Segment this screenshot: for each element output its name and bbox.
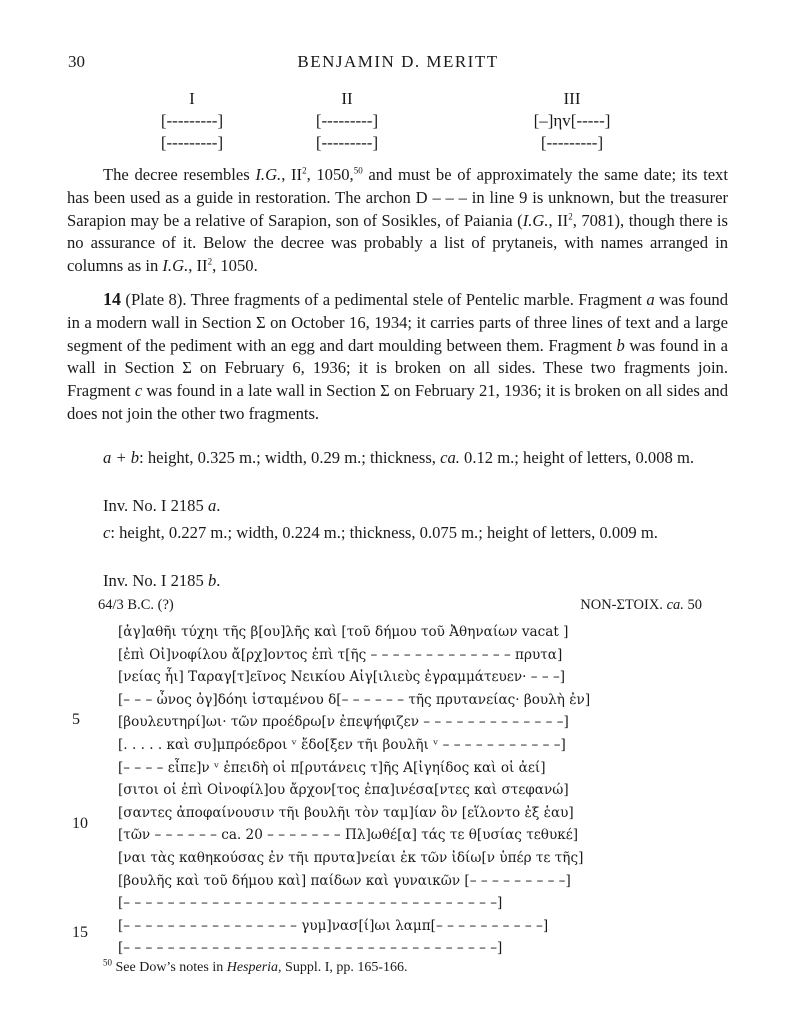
text: NON-ΣTOIX. xyxy=(580,597,667,613)
inscription-line: [τῶν – – – – – – ca. 20 – – – – – – – Πλ]ωθέ[α] τάς τε θ[υσίας τεθυκέ] xyxy=(118,827,579,844)
text: . xyxy=(216,496,221,515)
inventory-ab xyxy=(103,495,220,518)
inscription-line: [ναι τὰς καθηκούσας ἐν τῆι πρυτα]νείαι ἐκ τῶν ἰδίω[ν ὑπέρ τε τῆς] xyxy=(118,849,584,866)
fragment-label: b xyxy=(616,335,625,355)
inscription-line: [– – – – – – – – – – – – – – – – – – – – – – – – – – – – – – – – – –] xyxy=(118,895,503,912)
footnote-ref: 50 xyxy=(353,165,363,176)
fragment-label: c xyxy=(103,523,111,542)
inscription-line: [σαντες ἀποφαίνουσιν τῆι βουλῆι τὸν ταμ]ίαν ὃν [εἵλοντο ἐξ ἑαυ] xyxy=(118,804,574,821)
text: 50 xyxy=(683,597,702,613)
page-header xyxy=(68,52,728,76)
running-head: BENJAMIN D. MERITT xyxy=(297,52,499,71)
stoichedon-note xyxy=(580,597,702,614)
inscription-line: [– – – – – – – – – – – – – – – – – – – – – – – – – – – – – – – – – –] xyxy=(118,940,503,957)
text: (Plate 8). Three fragments of a pedimental stele of Pentelic marble. Fragment xyxy=(121,290,647,309)
fragment-label: a xyxy=(207,496,217,515)
commentary-paragraph xyxy=(67,164,728,278)
inscription-line: [βουλῆς καὶ τοῦ δήμου καὶ] παίδων καὶ γυναικῶν [– – – – – – – – –] xyxy=(118,872,571,889)
fragment-label: b xyxy=(207,571,217,590)
citation: I.G. xyxy=(522,210,549,230)
text: , II xyxy=(281,165,303,184)
inscription-line: [– – – – – – – – – – – – – – – – γυμ]νασ[ί]ωι λαμπ[– – – – – – – – – –] xyxy=(118,917,549,934)
column-label: III xyxy=(563,89,581,108)
fragment-label: a xyxy=(646,290,655,309)
text: , II xyxy=(548,210,569,230)
inscription-date: 64/3 B.C. (?) xyxy=(98,597,174,613)
column-label: II xyxy=(341,89,353,108)
column-label: I xyxy=(189,89,195,108)
text: was found in a wall in Section Σ on February 6, 1936; it is broken on all sides. These two fragments join. Fragment xyxy=(67,335,728,401)
line-number: 5 xyxy=(72,711,80,728)
inscription-line: [– – – ὦνος ὀγ]δόηι ἱσταμένου δ[– – – – – – τῆς πρυτανείας· βουλὴ ἐν] xyxy=(118,691,591,708)
text: , 7081), though there is no assurance of it. Below the decree was probably a list of prytaneis, with names arranged in columns as in xyxy=(67,210,728,276)
citation: I.G. xyxy=(162,256,189,276)
text: . xyxy=(216,571,221,590)
column-line: [---------] xyxy=(315,133,379,152)
column-I xyxy=(130,88,254,154)
column-line: [---------] xyxy=(315,111,379,130)
inscription-line: [. . . . . καὶ συ]μπρόεδροι ᵛ ἔδο[ξεν τῆι βουλῆι ᵛ – – – – – – – – – – –] xyxy=(118,736,566,753)
measurements-ab xyxy=(67,447,728,470)
page-number: 30 xyxy=(68,52,85,71)
entry-14-description xyxy=(67,288,728,426)
fragment-label: a + b xyxy=(103,448,140,467)
text: , II xyxy=(188,256,208,276)
text: 0.12 m.; height of letters, 0.008 m. xyxy=(459,448,695,467)
text: , Suppl. I, pp. 165-166. xyxy=(278,960,408,975)
inscription-line: [ἐπὶ Οἰ]νοφίλου ἄ[ρχ]οντος ἐπὶ τ[ῆς – – – – – – – – – – – – – πρυτα] xyxy=(118,646,563,663)
text: , 1050, xyxy=(306,165,354,184)
text: : height, 0.325 m.; width, 0.29 m.; thickness, xyxy=(139,448,441,467)
measurements-c xyxy=(67,522,728,545)
citation: I.G. xyxy=(255,165,282,184)
text: was found in a late wall in Section Σ on February 21, 1936; it is broken on all sides and does not join the other two fragments. xyxy=(67,381,728,423)
footnote xyxy=(103,957,408,976)
inscription-line: [– – – – εἶπε]ν ᵛ ἐπειδὴ οἱ π[ρυτάνεις τ]ῆς Α[ἰγηίδος καὶ οἱ ἀεί] xyxy=(118,759,546,776)
column-III xyxy=(505,88,639,154)
column-line: [–]ηv[-----] xyxy=(533,111,611,130)
superscript: 2 xyxy=(568,211,573,222)
inscription-line: [βουλευτηρί]ωι· τῶν προέδρω[ν ἐπεψήφιζεν – – – – – – – – – – – – –] xyxy=(118,714,569,731)
column-line: [---------] xyxy=(160,133,224,152)
text: was found in a modern wall in Section Σ on October 16, 1934; it carries parts of three lines of text and a large segment of the pediment with an egg and dart moulding between them. Fragment xyxy=(67,290,728,355)
abbr: ca. xyxy=(666,597,684,613)
journal-title: Hesperia xyxy=(226,960,279,975)
inventory-c xyxy=(103,570,220,593)
footnote-number: 50 xyxy=(103,957,112,968)
abbr: ca. xyxy=(440,448,460,467)
text: Inv. No. I 2185 xyxy=(103,496,208,515)
column-line: [---------] xyxy=(160,111,224,130)
text: See Dow’s notes in xyxy=(112,960,227,975)
inscription-line: [σιτοι οἱ ἐπὶ Οἰνοφίλ]ου ἄρχον[τος ἐπα]ινέσα[ντες καὶ στεφανώ] xyxy=(118,782,569,799)
column-line: [---------] xyxy=(540,133,604,152)
text: Inv. No. I 2185 xyxy=(103,571,208,590)
entry-number: 14 xyxy=(103,289,121,309)
inscription-line: [νείας ἧι] Ταραγ[τ]εῖνος Νεικίου Αἰγ[ιλιεὺς ἐγραμμάτευεν· – – –] xyxy=(118,669,566,686)
line-number: 15 xyxy=(72,924,88,941)
line-number: 10 xyxy=(72,815,88,832)
text: : height, 0.227 m.; width, 0.224 m.; thickness, 0.075 m.; height of letters, 0.009 m. xyxy=(110,523,658,542)
greek-inscription xyxy=(118,621,678,960)
text: The decree resembles xyxy=(103,165,256,184)
inscription-line: [ἀγ]αθῆι τύχηι τῆς β[ου]λῆς καὶ [τοῦ δήμου τοῦ Ἀθηναίων vacat ] xyxy=(118,624,569,640)
superscript: 2 xyxy=(302,165,307,176)
fragment-label: c xyxy=(134,381,143,401)
superscript: 2 xyxy=(207,256,213,267)
text: and must be of approximately the same date; its text has been used as a guide in restoration. The archon D – – – in line 9 is unknown, but the treasurer Sarapion may be a relative of Sarapion, son of Sosikles, of Paiania ( xyxy=(67,165,728,230)
text: , 1050. xyxy=(212,256,258,276)
column-II xyxy=(285,88,409,154)
